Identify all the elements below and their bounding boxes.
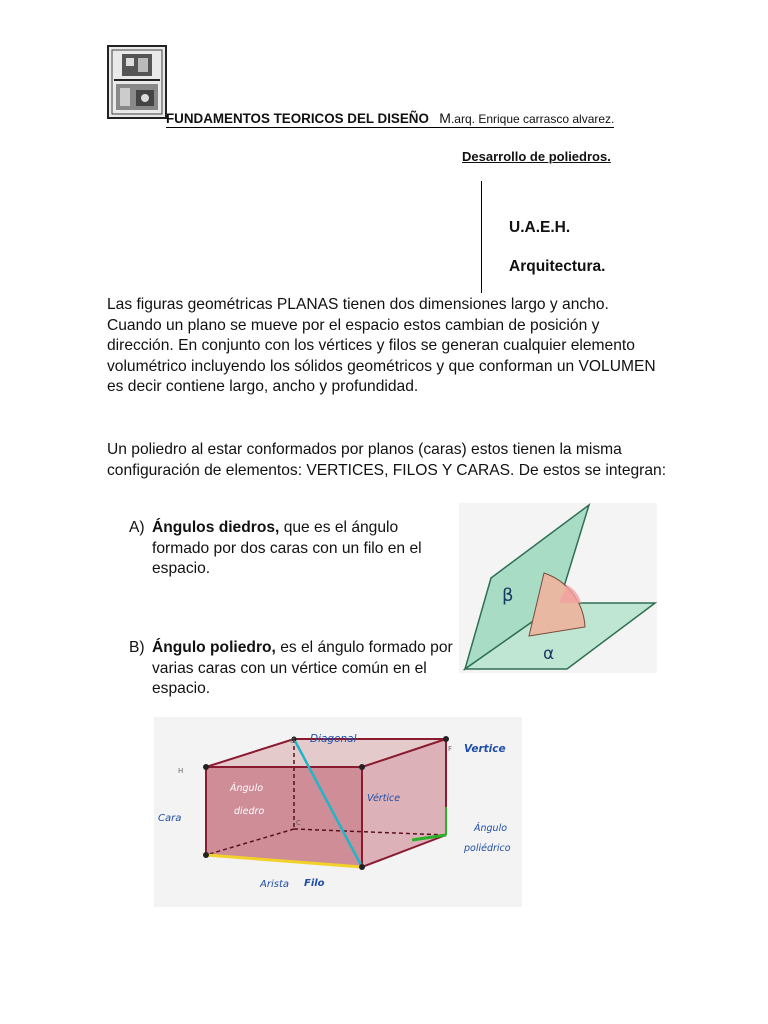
paragraph-polyhedron: Un poliedro al estar conformados por planos (caras) estos tienen la misma configuración de elementos: VERTICES, FILOS Y CARAS. De estos se integran: (107, 441, 667, 479)
diagonal-label: Diagonal (310, 733, 357, 745)
filo-label: Filo (304, 878, 325, 889)
document-header (166, 111, 614, 128)
alpha-label: α (543, 644, 555, 664)
dihedral-angle-figure (459, 503, 657, 673)
dihedral-label-line1: Ángulo (230, 783, 264, 794)
vertex-label: Vértice (367, 793, 401, 804)
list-term: Ángulo poliedro, (152, 639, 276, 656)
point-c-label: C (296, 819, 301, 827)
point-g-label: G (290, 737, 296, 745)
author-rest: .arq. Enrique carrasco alvarez. (450, 112, 615, 126)
document-subtitle: Desarrollo de poliedros. (462, 149, 611, 164)
course-title: FUNDAMENTOS TEORICOS DEL DISEÑO (166, 111, 429, 126)
polyhedral-label-line2: poliédrico (464, 843, 511, 854)
list-marker: A) (129, 519, 145, 536)
list-term: Ángulos diedros, (152, 519, 280, 536)
vertex-blue-label: Vertice (464, 743, 506, 755)
institution-name: U.A.E.H. (509, 219, 571, 236)
university-seal-icon (106, 44, 168, 120)
polyhedral-label-line1: Ángulo (474, 823, 508, 834)
list-text: es el ángulo formado por varias caras con un vértice común en el espacio. (152, 639, 453, 698)
prism-elements-figure (154, 717, 522, 907)
face-label: Cara (158, 813, 182, 824)
list-item-polyhedral (129, 638, 459, 700)
beta-label: β (502, 585, 514, 606)
point-f-label: F (448, 745, 453, 753)
author-initial: M (439, 110, 451, 126)
list-marker: B) (129, 639, 145, 656)
dihedral-label-line2: diedro (234, 806, 265, 817)
vertical-divider (481, 181, 482, 293)
author-name (433, 112, 615, 126)
point-h-label: H (178, 767, 184, 775)
edge-label: Arista (260, 879, 289, 890)
list-item-dihedral (129, 518, 459, 580)
program-name: Arquitectura. (509, 258, 606, 275)
paragraph-planes: Las figuras geométricas PLANAS tienen dos dimensiones largo y ancho. Cuando un plano se mueve por el espacio estos cambian de posición y dirección. En conjunto con los vértices y filos se generan cualquier elemento volumétrico incluyendo los sólidos geométricos y que conforman un VOLUMEN es decir contiene largo, ancho y profundidad. (107, 296, 656, 396)
list-text: que es el ángulo formado por dos caras con un filo en el espacio. (152, 519, 422, 578)
